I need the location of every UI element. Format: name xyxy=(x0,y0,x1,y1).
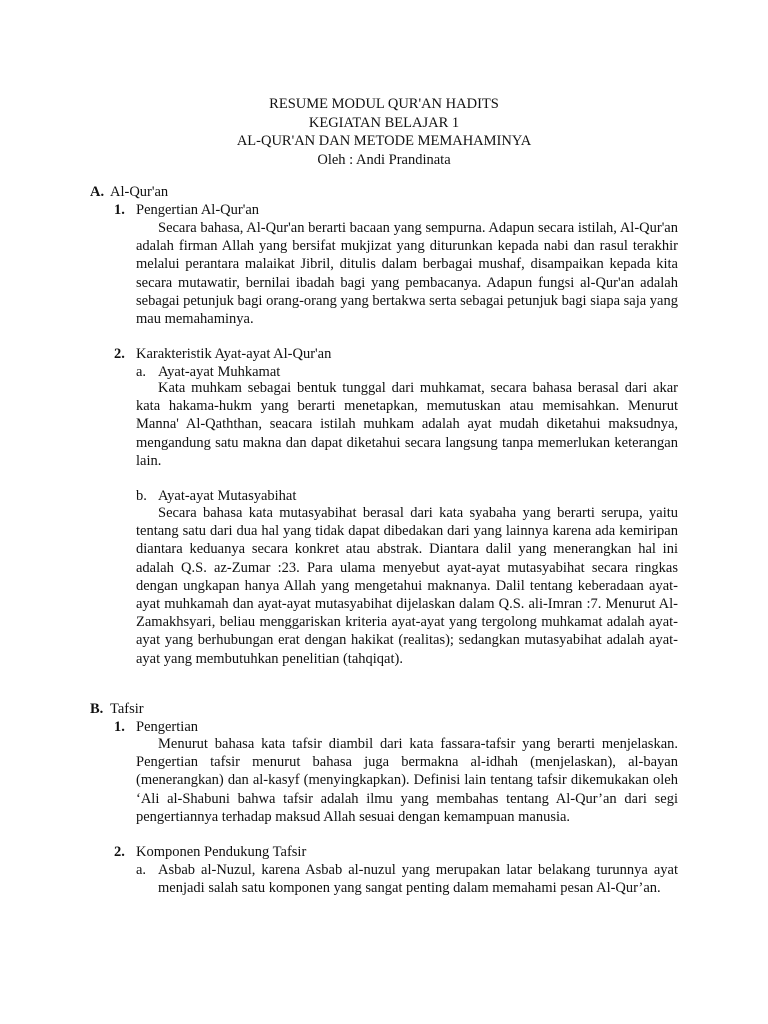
section-a-sub2-title: Karakteristik Ayat-ayat Al-Qur'an xyxy=(136,346,332,362)
section-a-sub2-b-title: Ayat-ayat Mutasyabihat xyxy=(158,488,297,504)
document-topic: AL-QUR'AN DAN METODE MEMAHAMINYA xyxy=(236,133,532,149)
section-a-sub1-heading xyxy=(114,201,259,219)
section-b-sub2-a-body: Asbab al-Nuzul, karena Asbab al-nuzul yang merupakan latar belakang turunnya ayat menjadi salah satu komponen yang sangat penting dalam memahami pesan Al-Qur’an. xyxy=(158,862,678,897)
section-a-sub2-b-letter: b. xyxy=(136,488,147,504)
section-a-sub2-a-title: Ayat-ayat Muhkamat xyxy=(158,364,281,380)
section-b-sub2-title: Komponen Pendukung Tafsir xyxy=(136,844,307,860)
section-a-sub1-title: Pengertian Al-Qur'an xyxy=(136,202,260,218)
section-b-sub1-title: Pengertian xyxy=(136,719,199,735)
section-b-sub1-body: Menurut bahasa kata tafsir diambil dari kata fassara-tafsir yang berarti menjelaskan. Pengertian tafsir menurut bahasa juga bermakna al-idhah (menjelaskan), al-bayan (menerangkan) dan al-kasyf (menyingkapkan). Definisi lain tentang tafsir dikemukakan oleh ‘Ali al-Shabuni bahwa tafsir adalah ilmu yang membahas tentang Al-Qur’an dari segi pengertiannya terhadap maksud Allah sesuai dengan kemampuan manusia. xyxy=(136,736,678,825)
section-a-title: Al-Qur'an xyxy=(110,184,169,200)
section-a-sub1-number: 1. xyxy=(114,202,125,218)
section-a-sub2-b-body: Secara bahasa kata mutasyabihat berasal dari kata syabaha yang berarti serupa, yaitu tentang satu dari dua hal yang tidak dapat dibedakan dari yang lainnya karena ada kemiripan diantara keduanya secara konkret atau abstrak. Diantara dalil yang menerangkan hal ini adalah Q.S. az-Zumar :23. Para ulama menyebut ayat-ayat mutasyabihat secara ringkas dengan ungkapan hanya Allah yang mengetahui maknanya. Dalil tentang keberadaan ayat-ayat muhkamah dan ayat-ayat mutasyabihat dijelaskan dalam Q.S. ali-Imran :7. Menurut Al-Zamakhsyari, beliau menggariskan kriteria ayat-ayat yang tergolong muhkamat adalah ayat-ayat yang berhubungan erat dengan hakikat (realitas); sedangkan mutasyabihat adalah ayat-ayat yang membutuhkan penelitian (tahqiqat). xyxy=(136,505,678,667)
section-a-sub2-a-body: Kata muhkam sebagai bentuk tunggal dari muhkamat, secara bahasa berasal dari akar kata hakama-hukm yang berarti menetapkan, memutuskan atau memisahkan. Menurut Manna' Al-Qaththan, seacara istilah muhkam adalah ayat mudah diketahui maksudnya, mengandung satu makna dan dapat diketahui secara langsung tanpa memerlukan keterangan lain. xyxy=(136,380,678,469)
section-b-letter: B. xyxy=(90,701,104,717)
section-b-title: Tafsir xyxy=(110,701,144,717)
section-a-sub2-b-heading xyxy=(136,487,296,505)
section-b-sub2-a-letter-wrap xyxy=(136,861,158,879)
document-title: RESUME MODUL QUR'AN HADITS xyxy=(269,96,499,112)
section-b-sub2-number: 2. xyxy=(114,844,125,860)
section-a-sub2-a-letter: a. xyxy=(136,364,147,380)
section-b-sub2-heading xyxy=(114,843,306,861)
section-a-sub2-number: 2. xyxy=(114,346,125,362)
section-a-sub2-heading xyxy=(114,345,331,363)
section-b-sub1-heading xyxy=(114,718,198,736)
section-a-sub1-body: Secara bahasa, Al-Qur'an berarti bacaan yang sempurna. Adapun secara istilah, Al-Qur'an adalah firman Allah yang bersifat mukjizat yang diturunkan kepada nabi dan rasul terakhir melalui perantara malaikat Jibril, ditulis dalam berbagai mushaf, disampaikan kepada kita secara mutawatir, bernilai ibadah bagi yang pembacanya. Adapun fungsi al-Qur'an adalah sebagai petunjuk bagi orang-orang yang bertakwa serta sebagai petunjuk bagi siapa saja yang mau memahaminya. xyxy=(136,220,678,328)
section-b-sub2-a-letter: a. xyxy=(136,862,147,878)
section-a-heading xyxy=(90,183,168,201)
document-title-block xyxy=(0,95,768,169)
section-b-heading xyxy=(90,700,144,718)
section-a-letter: A. xyxy=(90,184,105,200)
document-subtitle: KEGIATAN BELAJAR 1 xyxy=(308,114,460,131)
section-b-sub1-number: 1. xyxy=(114,719,125,735)
document-author: Oleh : Andi Prandinata xyxy=(317,151,451,168)
